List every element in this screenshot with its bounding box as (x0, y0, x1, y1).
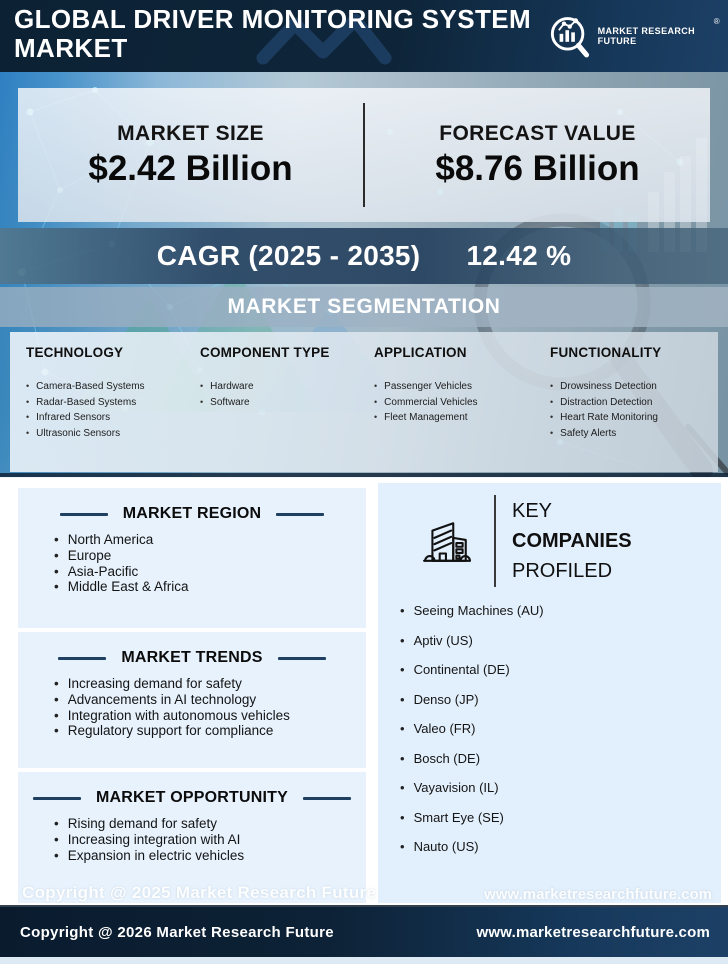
segmentation-item: • Drowsiness Detection (550, 379, 718, 395)
segmentation-col-application (374, 345, 550, 472)
segmentation-list (550, 379, 718, 441)
title-dash-left (58, 657, 106, 660)
stats-panel (18, 88, 710, 222)
list-item: • Regulatory support for compliance (54, 723, 356, 739)
brand-name: MARKET RESEARCH FUTURE ® (597, 17, 720, 46)
key-companies-title-line2: COMPANIES (512, 530, 632, 552)
key-companies-title-line1: KEY (512, 500, 553, 522)
segmentation-col-functionality (550, 345, 718, 472)
company-item: • Seeing Machines (AU) (400, 603, 721, 618)
segmentation-heading: COMPONENT TYPE (200, 345, 330, 360)
market-size-value: $2.42 Billion (88, 148, 293, 188)
header (0, 0, 728, 72)
segmentation-panel (10, 332, 718, 472)
segmentation-item: • Ultrasonic Sensors (26, 426, 200, 442)
segmentation-item: • Software (200, 395, 374, 411)
segmentation-col-component-type (200, 345, 374, 472)
segmentation-heading: FUNCTIONALITY (550, 345, 662, 360)
list-item: • Rising demand for safety (54, 816, 356, 832)
market-size-block (18, 88, 363, 222)
title-dash-left (33, 797, 81, 800)
market-region-card (18, 488, 366, 628)
list-item: • Middle East & Africa (54, 579, 356, 595)
cagr-value: 12.42 % (466, 240, 572, 271)
mrf-logo-icon (548, 8, 592, 64)
company-item: • Bosch (DE) (400, 751, 721, 766)
title-dash-right (276, 513, 324, 516)
segmentation-item: • Infrared Sensors (26, 410, 200, 426)
segmentation-list (200, 379, 374, 410)
market-trends-card (18, 632, 366, 768)
buildings-icon (422, 514, 472, 568)
company-item: • Nauto (US) (400, 839, 721, 854)
key-companies-title-line3: PROFILED (512, 560, 613, 582)
hero-bottom-strip (0, 473, 728, 478)
market-opportunity-title: MARKET OPPORTUNITY (95, 789, 289, 806)
footer-copyright: Copyright @ 2026 Market Research Future (20, 923, 334, 941)
key-companies-card (378, 483, 721, 903)
segmentation-list (374, 379, 550, 426)
company-item: • Continental (DE) (400, 662, 721, 677)
page-title-line2: MARKET (14, 33, 128, 63)
market-region-title-row (18, 505, 366, 523)
market-opportunity-list (18, 816, 366, 863)
forecast-value-value: $8.76 Billion (435, 148, 640, 188)
forecast-value-label: FORECAST VALUE (439, 121, 636, 145)
segmentation-item: • Safety Alerts (550, 426, 718, 442)
key-companies-header (378, 483, 721, 587)
cagr-band (0, 228, 728, 284)
segmentation-heading: TECHNOLOGY (26, 345, 124, 360)
list-item: • Asia-Pacific (54, 564, 356, 580)
title-dash-right (303, 797, 351, 800)
segmentation-item: • Passenger Vehicles (374, 379, 550, 395)
company-item: • Denso (JP) (400, 692, 721, 707)
segmentation-title-band (0, 287, 728, 327)
segmentation-title: MARKET SEGMENTATION (227, 295, 501, 318)
segmentation-item: • Distraction Detection (550, 395, 718, 411)
list-item: • Integration with autonomous vehicles (54, 708, 356, 724)
list-item: • Europe (54, 548, 356, 564)
list-item: • Advancements in AI technology (54, 692, 356, 708)
segmentation-item: • Fleet Management (374, 410, 550, 426)
list-item: • Increasing integration with AI (54, 832, 356, 848)
segmentation-list (26, 379, 200, 441)
title-dash-left (60, 513, 108, 516)
forecast-value-block (365, 88, 710, 222)
page-title-line1: GLOBAL DRIVER MONITORING SYSTEM (14, 4, 532, 34)
list-item: • Expansion in electric vehicles (54, 848, 356, 864)
key-companies-title (512, 496, 632, 586)
registered-mark: ® (713, 17, 720, 26)
market-trends-title-row (18, 649, 366, 667)
list-item: • North America (54, 532, 356, 548)
segmentation-item: • Camera-Based Systems (26, 379, 200, 395)
brand-logo (548, 8, 718, 64)
market-size-label: MARKET SIZE (117, 121, 264, 145)
key-companies-list (378, 603, 721, 854)
watermark-website-url: www.marketresearchfuture.com (484, 886, 712, 903)
hero-background (0, 72, 728, 478)
company-item: • Valeo (FR) (400, 721, 721, 736)
title-dash-right (278, 657, 326, 660)
list-item: • Increasing demand for safety (54, 676, 356, 692)
bottom-strip (0, 957, 728, 964)
market-opportunity-title-row (18, 789, 366, 807)
segmentation-item: • Hardware (200, 379, 374, 395)
footer-bar (0, 905, 728, 957)
watermark-copyright: Copyright @ 2025 Market Research Future (22, 883, 377, 902)
footer-website-link[interactable]: www.marketresearchfuture.com (476, 923, 710, 941)
segmentation-item: • Heart Rate Monitoring (550, 410, 718, 426)
segmentation-heading: APPLICATION (374, 345, 467, 360)
market-region-title: MARKET REGION (122, 505, 262, 522)
market-trends-list (18, 676, 366, 739)
company-item: • Aptiv (US) (400, 633, 721, 648)
company-item: • Vayavision (IL) (400, 780, 721, 795)
segmentation-item: • Commercial Vehicles (374, 395, 550, 411)
page-title (14, 5, 531, 63)
segmentation-col-technology (26, 345, 200, 472)
market-trends-title: MARKET TRENDS (121, 649, 263, 666)
cagr-label: CAGR (2025 - 2035) (156, 240, 421, 271)
segmentation-item: • Radar-Based Systems (26, 395, 200, 411)
market-region-list (18, 532, 366, 595)
company-item: • Smart Eye (SE) (400, 810, 721, 825)
key-companies-divider (494, 495, 496, 587)
